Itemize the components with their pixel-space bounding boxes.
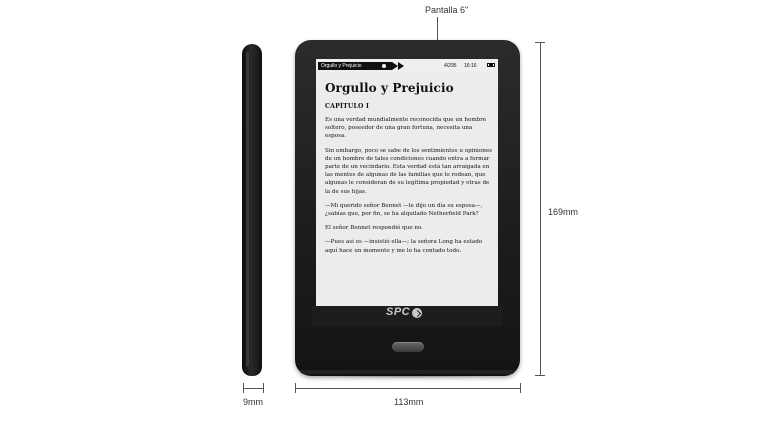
width-dimension-left-tick xyxy=(295,383,296,393)
battery-icon xyxy=(487,63,495,67)
brand-logo: SPC xyxy=(386,306,411,318)
chevron-right-icon[interactable] xyxy=(398,62,404,70)
height-dimension-bottom-tick xyxy=(535,375,545,376)
height-dimension-top-tick xyxy=(535,42,545,43)
tab-dot-icon xyxy=(382,64,386,68)
width-dimension-right-tick xyxy=(520,383,521,393)
paragraph: Sin embargo, poco se sabe de los sentimientos u opiniones de un hombre de tales condiciones cuando entra a formar parte de un vecindario. Esta verdad está tan arraigada en las mentes de algunas de las familias que lo rodean, que algunas le consideran de su legítima propiedad y otras de la de sus hijas. xyxy=(325,147,492,195)
brand-logo-icon xyxy=(412,308,422,318)
height-label: 169mm xyxy=(548,207,579,217)
thickness-dimension-right-tick xyxy=(263,383,264,393)
chapter-heading: CAPÍTULO I xyxy=(325,103,370,110)
status-bar xyxy=(316,59,498,73)
thickness-dimension-left-tick xyxy=(243,383,244,393)
device-bottom-edge xyxy=(300,370,515,374)
paragraph: Es una verdad mundialmente reconocida que un hombre soltero, poseedor de una gran fortuna, necesita una esposa. xyxy=(325,117,487,140)
device-side-view xyxy=(242,44,262,376)
width-dimension-line xyxy=(295,388,520,389)
thickness-dimension-line xyxy=(243,388,263,389)
clock: 16:16 xyxy=(464,63,477,69)
paragraph: El señor Bennet respondió que no. xyxy=(325,225,424,232)
paragraph: —Pues así es —insistió ella—; la señora Long ha estado aquí hace un momento y me lo ha contado todo. xyxy=(325,239,483,254)
height-dimension-line xyxy=(540,42,541,375)
book-tab-label: Orgullo y Prejuicio xyxy=(321,63,362,69)
width-label: 113mm xyxy=(394,397,424,407)
book-title: Orgullo y Prejuicio xyxy=(325,81,454,95)
page-counter: 4/295 xyxy=(444,63,457,69)
home-button[interactable] xyxy=(392,342,424,352)
paragraph: —Mi querido señor Bennet —le dijo un día su esposa—, ¿sabías que, por fin, se ha alquilado Netherfield Park? xyxy=(325,202,483,218)
thickness-label: 9mm xyxy=(243,397,263,407)
book-tab[interactable] xyxy=(318,62,392,70)
book-content xyxy=(325,81,493,261)
screen-size-label: Pantalla 6" xyxy=(425,5,469,15)
eink-screen[interactable] xyxy=(316,59,498,306)
